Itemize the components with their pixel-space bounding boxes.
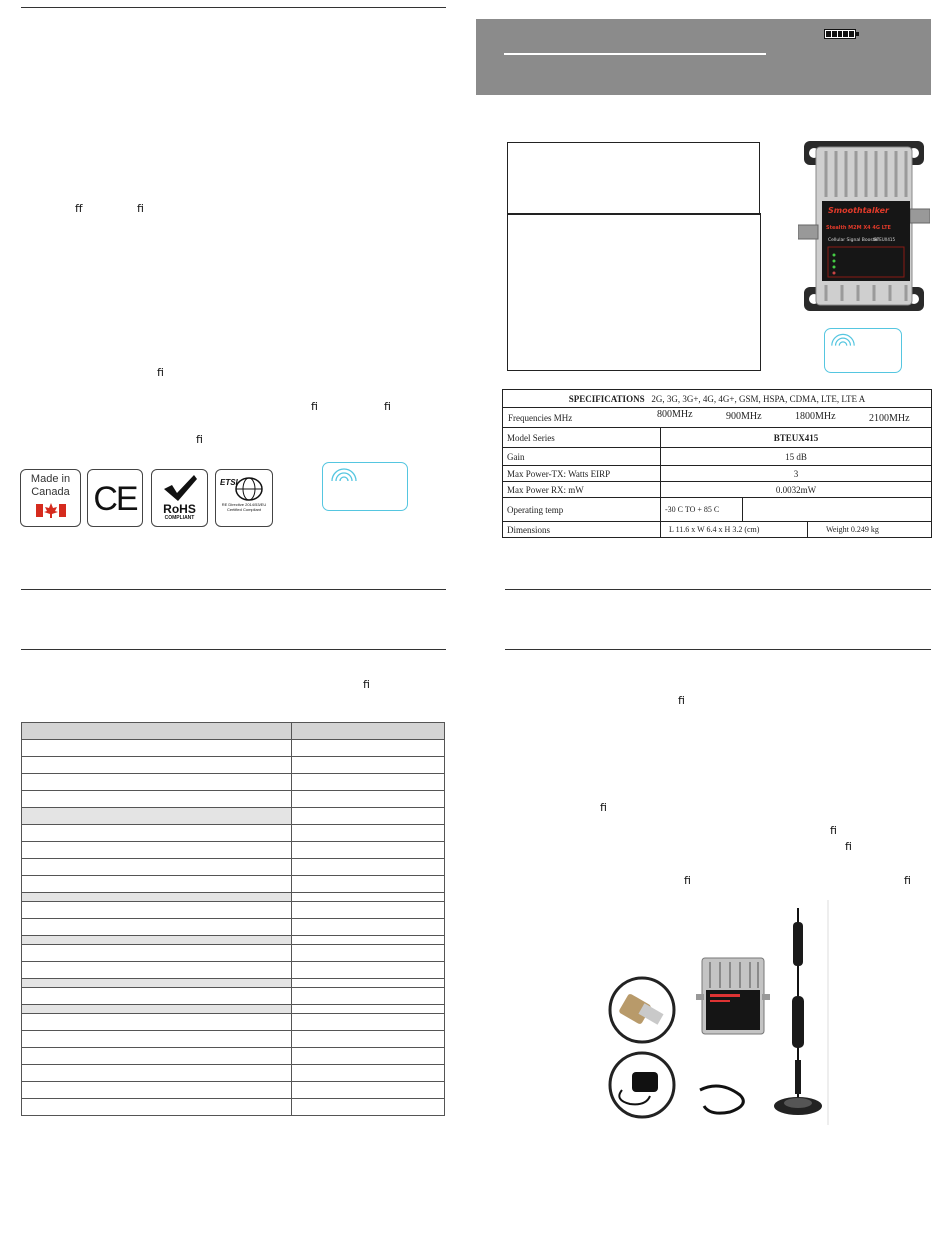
etsi-logo bbox=[215, 469, 273, 527]
table-row bbox=[22, 919, 445, 936]
table-row bbox=[22, 902, 445, 919]
frequencies-label: Frequencies MHz bbox=[508, 413, 573, 423]
table-row bbox=[22, 1031, 445, 1048]
table-row bbox=[22, 1065, 445, 1082]
rohs-text: RoHS bbox=[163, 502, 196, 516]
table-row bbox=[22, 859, 445, 876]
table-row bbox=[22, 1099, 445, 1116]
table-row bbox=[22, 757, 445, 774]
freq-900: 900MHz bbox=[726, 411, 762, 422]
specifications-table bbox=[502, 389, 932, 538]
device-sub-text: Cellular Signal Booster bbox=[828, 238, 880, 243]
header-band bbox=[476, 19, 931, 95]
specs-header-row bbox=[503, 390, 932, 408]
table-row bbox=[22, 945, 445, 962]
table-row bbox=[22, 791, 445, 808]
frequencies-row bbox=[503, 408, 932, 428]
table-row bbox=[22, 1048, 445, 1065]
kit-contents-illustration bbox=[600, 900, 830, 1125]
made-in-canada-text: Made in Canada bbox=[30, 473, 71, 498]
parts-table bbox=[21, 722, 445, 1116]
wireless-icon bbox=[829, 331, 857, 349]
table-section-row bbox=[22, 979, 445, 988]
spec-label: Max Power RX: mW bbox=[503, 482, 661, 498]
ligature-fi: fi bbox=[845, 840, 852, 853]
top-rule-left bbox=[21, 7, 446, 8]
table-row bbox=[22, 988, 445, 1005]
ligature-fi: fi bbox=[137, 202, 144, 215]
rohs-logo bbox=[151, 469, 208, 527]
ligature-fi: fi bbox=[363, 678, 370, 691]
spec-row-gain bbox=[503, 448, 932, 466]
spec-value: BTEUX415 bbox=[661, 428, 932, 448]
table-header-row bbox=[22, 723, 445, 740]
spec-label: Gain bbox=[503, 448, 661, 466]
spec-value: L 11.6 x W 6.4 x H 3.2 (cm) bbox=[661, 522, 808, 538]
battery-icon bbox=[824, 29, 856, 39]
ligature-fi: fi bbox=[196, 433, 203, 446]
ce-logo bbox=[87, 469, 143, 527]
spec-weight: Weight 0.249 kg bbox=[808, 522, 932, 538]
table-row bbox=[22, 774, 445, 791]
spec-row-tx bbox=[503, 466, 932, 482]
coax-cable-icon bbox=[700, 1086, 743, 1113]
signal-booster-device-image bbox=[798, 137, 930, 315]
section-rule-left-2 bbox=[21, 649, 446, 650]
maple-leaf-icon bbox=[36, 501, 66, 519]
kit-contents-image bbox=[600, 900, 830, 1125]
specs-title: SPECIFICATIONS bbox=[568, 393, 645, 404]
table-row bbox=[22, 740, 445, 757]
freq-1800: 1800MHz bbox=[795, 411, 836, 422]
spec-label: Dimensions bbox=[503, 522, 661, 538]
nfc-card-left bbox=[322, 462, 408, 511]
spec-row-temp bbox=[503, 498, 932, 522]
device-model-text: Stealth M2M X4 4G LTE bbox=[826, 225, 891, 231]
table-section-row bbox=[22, 808, 445, 825]
spec-label: Max Power-TX: Watts EIRP bbox=[503, 466, 661, 482]
text-box-top bbox=[507, 142, 760, 215]
device-sku-text: BTEUX415 bbox=[874, 237, 896, 242]
nfc-card-right bbox=[824, 328, 902, 373]
section-rule-right-2 bbox=[505, 649, 931, 650]
ligature-fi: fi bbox=[311, 400, 318, 413]
rohs-compliant-text: COMPLIANT bbox=[164, 515, 195, 521]
spec-row-rx bbox=[503, 482, 932, 498]
specs-bands: 2G, 3G, 3G+, 4G, 4G+, GSM, HSPA, CDMA, LTE, LTE A bbox=[651, 393, 866, 404]
table-section-row bbox=[22, 936, 445, 945]
ligature-fi: fi bbox=[600, 801, 607, 814]
table-row bbox=[22, 962, 445, 979]
table-row bbox=[22, 1014, 445, 1031]
table-section-row bbox=[22, 1005, 445, 1014]
spec-value: -30 C TO + 85 C bbox=[661, 498, 743, 522]
spec-row-model bbox=[503, 428, 932, 448]
ligature-fi: fi bbox=[904, 874, 911, 887]
ligature-fi: fi bbox=[830, 824, 837, 837]
booster-unit-icon bbox=[696, 958, 770, 1034]
ligature-fi: fi bbox=[678, 694, 685, 707]
etsi-text: ETSI bbox=[220, 478, 238, 487]
table-row bbox=[22, 825, 445, 842]
spec-label: Operating temp bbox=[503, 498, 661, 522]
spec-value: 15 dB bbox=[661, 448, 932, 466]
text-box-bottom bbox=[507, 213, 761, 371]
header-underline bbox=[504, 53, 766, 55]
antenna-icon bbox=[774, 908, 822, 1115]
ligature-fi: fi bbox=[157, 366, 164, 379]
device-brand-text: Smoothtalker bbox=[828, 206, 889, 215]
freq-2100: 2100MHz bbox=[869, 413, 910, 424]
table-row bbox=[22, 876, 445, 893]
spec-row-dimensions bbox=[503, 522, 932, 538]
section-rule-right-1 bbox=[505, 589, 931, 590]
table-section-row bbox=[22, 893, 445, 902]
checkmark-icon bbox=[160, 473, 200, 503]
wireless-icon bbox=[329, 466, 359, 484]
ligature-fi: fi bbox=[384, 400, 391, 413]
spec-value: 3 bbox=[661, 466, 932, 482]
ligature-ff: ff bbox=[75, 202, 83, 215]
ce-mark-text: CE bbox=[93, 480, 137, 518]
table-row bbox=[22, 1082, 445, 1099]
spec-label: Model Series bbox=[503, 428, 661, 448]
section-rule-left-1 bbox=[21, 589, 446, 590]
spec-value: 0.0032mW bbox=[661, 482, 932, 498]
table-row bbox=[22, 842, 445, 859]
made-in-canada-logo bbox=[20, 469, 81, 527]
etsi-sub-text: RE Directive 2014/53/EU Certified Compliant bbox=[221, 502, 267, 512]
ligature-fi: fi bbox=[684, 874, 691, 887]
freq-800: 800MHz bbox=[657, 409, 693, 420]
